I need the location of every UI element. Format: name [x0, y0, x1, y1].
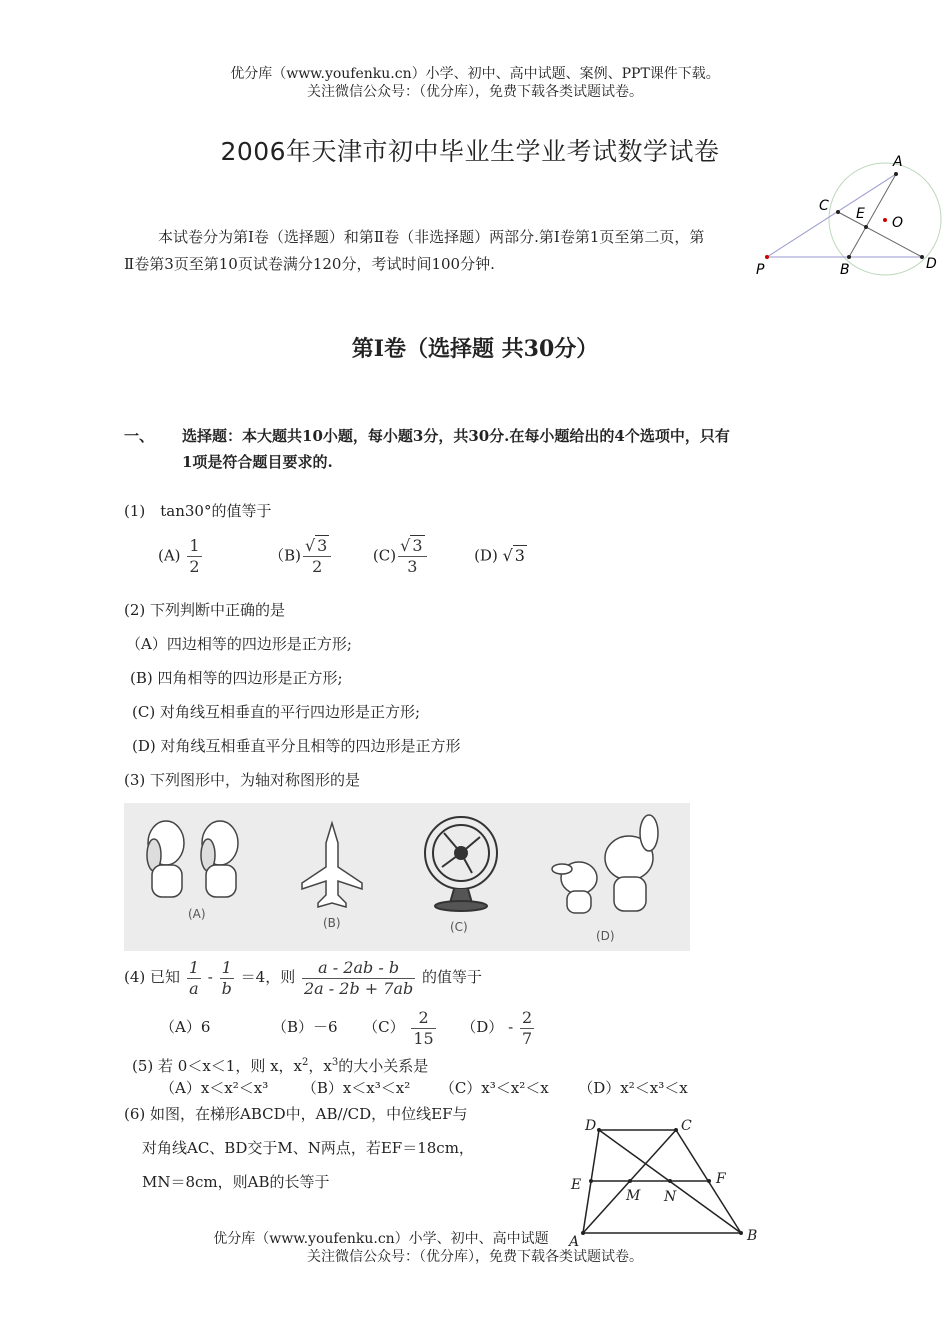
- q1-a-fraction: $\frac{1}{2}$: [189, 536, 200, 576]
- q4-prefix: (4) 已知: [124, 968, 181, 986]
- label-d: D: [926, 256, 937, 272]
- q6-line-3: MN＝8cm，则AB的长等于: [142, 1173, 330, 1191]
- dogs-figure: [147, 821, 238, 897]
- q6-line-2: 对角线AC、BD交于M、N两点，若EF＝18cm，: [142, 1139, 474, 1157]
- q5-option-a: （A）x＜x²＜x³: [160, 1079, 269, 1097]
- q3-label-a: (A): [188, 907, 206, 921]
- q4-option-d-label: （D）: [461, 1018, 504, 1036]
- q1-stem: (1) tan30°的值等于: [124, 502, 272, 520]
- point-d: [920, 255, 924, 259]
- q4-fraction-3: $\frac{a - 2ab - b}{2a - 2b + 7ab}$: [304, 957, 414, 998]
- footer-line-2: 关注微信公众号：（优分库），免费下载各类试题试卷。: [307, 1249, 643, 1265]
- q2-option-a: （A）四边相等的四边形是正方形;: [126, 635, 352, 653]
- rabbits-figure: [552, 815, 658, 913]
- q3-label-d: (D): [596, 929, 615, 943]
- label-a: A: [893, 154, 903, 170]
- label-e: E: [856, 206, 865, 222]
- trap-label-n: N: [664, 1189, 677, 1205]
- q3-figure-strip: [124, 803, 690, 951]
- q1-d-label: (D): [474, 546, 498, 565]
- label-c: C: [819, 198, 829, 214]
- trap-label-d: D: [585, 1118, 597, 1134]
- point-o: [883, 218, 887, 222]
- q5-options: [160, 1078, 688, 1098]
- intro-line-1: 本试卷分为第Ⅰ卷（选择题）和第Ⅱ卷（非选择题）两部分.第Ⅰ卷第1页至第二页，第: [158, 228, 705, 246]
- q4-fraction-2: $\frac{1}{b}$: [221, 957, 232, 998]
- point-b: [847, 255, 851, 259]
- q4-eq: ＝4，则: [240, 968, 296, 986]
- trap-label-f: F: [716, 1171, 726, 1187]
- label-o: O: [892, 215, 904, 231]
- trap-label-a: A: [569, 1234, 580, 1250]
- q4-option-a: （A）6: [160, 1018, 211, 1036]
- q3-stem: (3) 下列图形中，为轴对称图形的是: [124, 771, 361, 789]
- trap-label-b: B: [747, 1228, 758, 1244]
- q2-option-c: (C) 对角线互相垂直的平行四边形是正方形;: [132, 703, 421, 721]
- q4-options: [160, 1005, 536, 1049]
- q3-label-c: (C): [450, 920, 468, 934]
- q5-option-c: （C）x³＜x²＜x: [439, 1079, 549, 1097]
- q1-b-fraction: $\frac{√ 3}{2}$: [303, 536, 331, 577]
- q4-suffix: 的值等于: [422, 968, 483, 986]
- q2-stem: (2) 下列判断中正确的是: [124, 601, 286, 619]
- q1-c-fraction: $\frac{√ 3}{3}$: [398, 536, 426, 577]
- point-a: [894, 172, 898, 176]
- part-one-line-1: 选择题：本大题共10小题，每小题3分，共30分.在每小题给出的4个选项中，只有: [182, 427, 730, 445]
- q1-a-label: (A): [158, 546, 181, 565]
- q5-stem: (5) 若 0＜x＜1，则 x，$x^2$，$x^3$的大小关系是: [132, 1057, 429, 1075]
- fan-figure: [425, 817, 497, 911]
- point-c: [836, 210, 840, 214]
- q4-option-b: （B）－6: [271, 1018, 338, 1036]
- trap-label-c: C: [681, 1118, 692, 1134]
- header-line-2: 关注微信公众号：（优分库），免费下载各类试题试卷。: [307, 84, 643, 100]
- q6-line-1: (6) 如图，在梯形ABCD中，AB//CD，中位线EF与: [124, 1105, 468, 1123]
- q5-option-b: （B）x＜x³＜x²: [301, 1079, 411, 1097]
- footer-line-1: 优分库（www.youfenku.cn）小学、初中、高中试题: [213, 1231, 549, 1247]
- q1-options: [158, 536, 527, 577]
- trap-label-e: E: [571, 1177, 582, 1193]
- label-b: B: [840, 262, 850, 278]
- q3-label-b: (B): [323, 916, 341, 930]
- q2-option-d: (D) 对角线互相垂直平分且相等的四边形是正方形: [132, 737, 461, 755]
- q1-d-value: √ 3: [502, 545, 525, 565]
- header-line-1: 优分库（www.youfenku.cn）小学、初中、高中试题、案例、PPT课件下载。: [230, 66, 720, 82]
- q4-option-c-label: （C）: [363, 1018, 405, 1036]
- q1-c-label: (C): [372, 546, 397, 565]
- q4-minus: -: [207, 968, 213, 986]
- intro-line-2: Ⅱ卷第3页至第10页试卷满分120分，考试时间100分钟.: [124, 255, 495, 273]
- section-title: 第Ⅰ卷（选择题 共30分）: [351, 336, 599, 362]
- q5-option-d: （D）x²＜x³＜x: [578, 1079, 688, 1097]
- page-title: 2006年天津市初中毕业生学业考试数学试卷: [220, 137, 720, 166]
- part-one-line-2: 1项是符合题目要求的.: [182, 453, 333, 471]
- trap-label-m: M: [626, 1188, 641, 1204]
- q4-fraction-1: $\frac{1}{a}$: [188, 957, 199, 998]
- part-one-number: 一、: [124, 427, 155, 445]
- q4-stem: [124, 955, 482, 999]
- q4-option-c-fraction: $\frac{2}{15}$: [413, 1007, 434, 1048]
- airplane-figure: [302, 823, 362, 907]
- label-p: P: [756, 262, 765, 278]
- trapezoid-figure: [560, 1110, 770, 1250]
- q4-option-d-sign: -: [508, 1018, 514, 1036]
- q2-option-b: (B) 四角相等的四边形是正方形;: [130, 669, 343, 687]
- q4-option-d-fraction: $\frac{2}{7}$: [521, 1007, 533, 1048]
- point-e: [864, 225, 868, 229]
- q1-b-label: （B): [269, 546, 301, 565]
